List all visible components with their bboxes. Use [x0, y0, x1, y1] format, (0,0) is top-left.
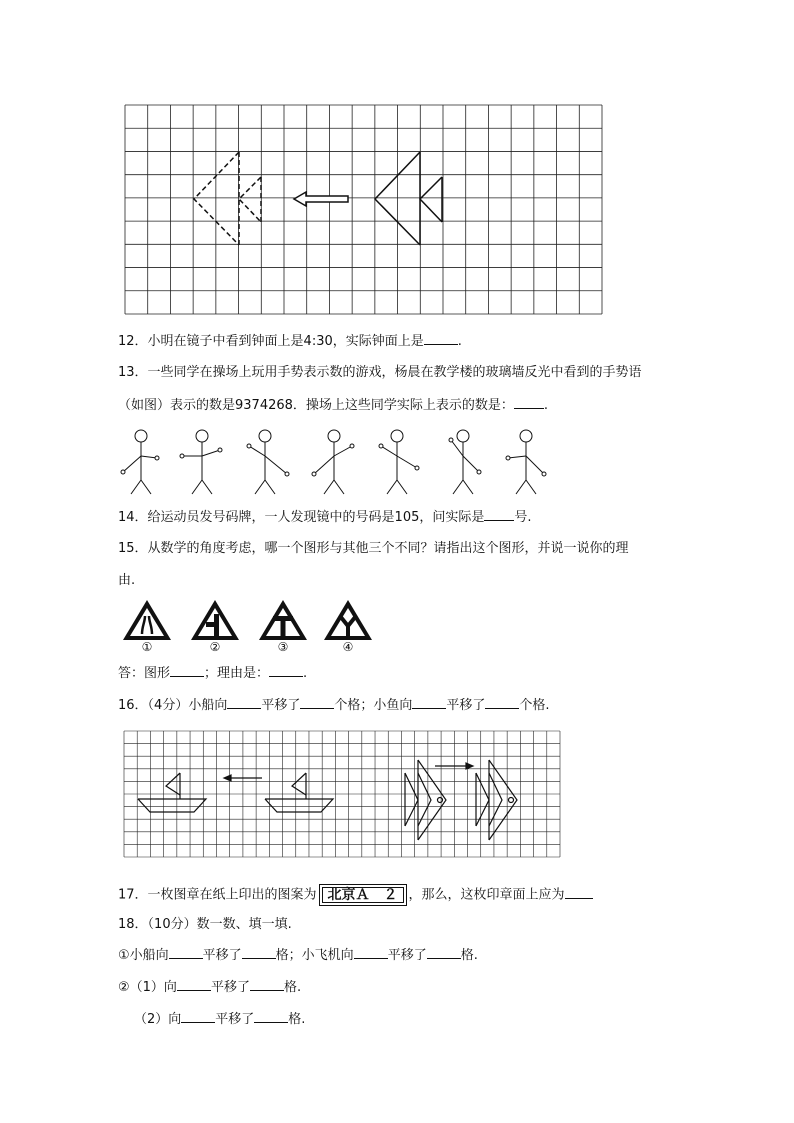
question-16: 16．（4分）小船向 平移了 个格；小鱼向 平移了 个格.: [118, 698, 550, 713]
question-18-line3: （2）向 平移了 格.: [134, 1012, 306, 1027]
question-18-title: 18．（10分）数一数、填一填.: [118, 917, 292, 932]
grid-lines: [124, 731, 560, 857]
question-18-line1: ①小船向 平移了 格；小飞机向 平移了 格.: [118, 948, 478, 963]
answer-blank[interactable]: [427, 946, 461, 959]
answer-blank[interactable]: [250, 978, 284, 991]
fish-shape-right: [476, 760, 517, 840]
question-18-line2: ②（1）向 平移了 格.: [118, 980, 302, 995]
question-15-line2: 由.: [118, 573, 136, 588]
question-13-line1: 13．一些同学在操场上玩用手势表示数的游戏，杨晨在教学楼的玻璃墙反光中看到的手势语: [118, 365, 642, 380]
sign-label-3: ③: [277, 640, 289, 654]
question-14: 14．给运动员发号码牌，一人发现镜中的号码是105，问实际是 号.: [118, 510, 532, 525]
answer-blank[interactable]: [181, 1010, 215, 1023]
sign-label-4: ④: [342, 640, 354, 654]
answer-blank[interactable]: [169, 946, 203, 959]
answer-blank[interactable]: [242, 946, 276, 959]
answer-blank[interactable]: [177, 978, 211, 991]
sign-label-1: ①: [141, 640, 153, 654]
fish-shape-left: [405, 760, 446, 840]
right-arrow-icon: [435, 763, 473, 769]
question-15-answer: 答：图形 ；理由是： .: [118, 666, 308, 681]
answer-blank[interactable]: [254, 1010, 288, 1023]
boat-shape-left: [138, 773, 206, 812]
answer-blank[interactable]: [565, 886, 593, 899]
question-15-line1: 15．从数学的角度考虑，哪一个图形与其他三个不同？请指出这个图形，并说一说你的理: [118, 541, 629, 556]
question-17: 17．一枚图章在纸上印出的图案为 北京Ａ ２ ，那么，这枚印章面上应为: [118, 884, 593, 906]
boat-shape-right: [265, 773, 333, 812]
answer-blank[interactable]: [354, 946, 388, 959]
sign-label-2: ②: [209, 640, 221, 654]
stamp-imprint: 北京Ａ ２: [319, 884, 407, 906]
question-12: 12．小明在镜子中看到钟面上是4:30，实际钟面上是 .: [118, 334, 462, 349]
question-13-line2: （如图）表示的数是9374268．操场上这些同学实际上表示的数是： .: [118, 398, 549, 413]
